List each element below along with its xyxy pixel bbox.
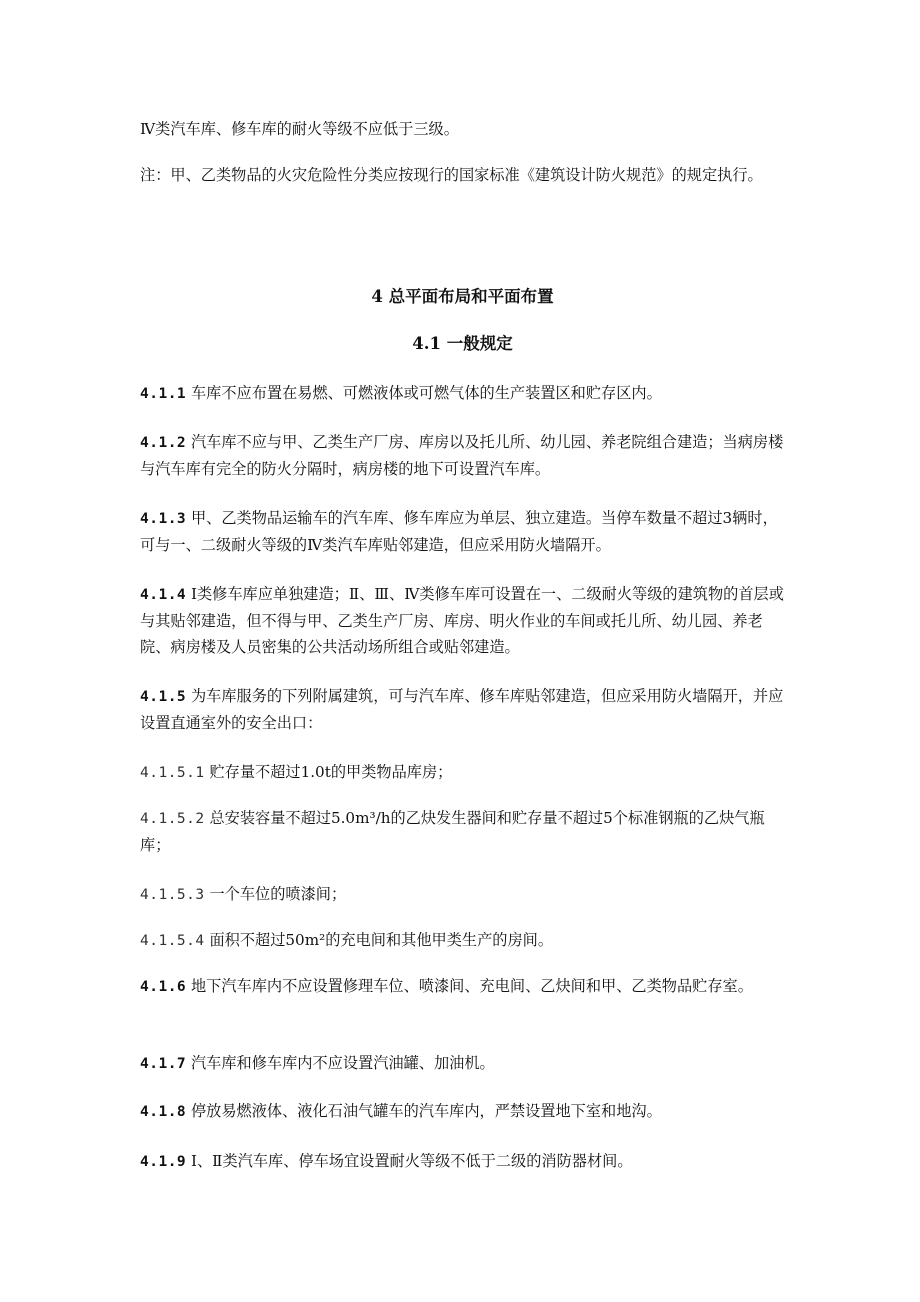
note-text: 注：甲、乙类物品的火灾危险性分类应按现行的国家标准《建筑设计防火规范》的规定执行。 [140,166,763,184]
note-paragraph [140,162,785,188]
clause-4-1-9 [140,1148,785,1175]
clause-4-1-1 [140,380,785,407]
clause-4-1-8 [140,1098,785,1125]
subclause-number: 4.1.5.4 [140,933,205,949]
chapter-title: 4 总平面布局和平面布置 [371,287,554,306]
clause-number: 4.1.3 [140,511,187,527]
subclause-number: 4.1.5.1 [140,765,205,781]
clause-text: 甲、乙类物品运输车的汽车库、修车库应为单层、独立建造。当停车数量不超过3辆时，可与一、二级耐火等级的Ⅳ类汽车库贴邻建造，但应采用防火墙隔开。 [140,509,778,554]
clause-number: 4.1.1 [140,386,187,402]
subclause-text: 面积不超过50m²的充电间和其他甲类生产的房间。 [209,931,554,949]
subclause-4-1-5-3 [140,881,785,908]
subclause-number: 4.1.5.3 [140,887,205,903]
subclause-number: 4.1.5.2 [140,811,205,827]
intro-line-text: Ⅳ类汽车库、修车库的耐火等级不应低于三级。 [140,120,459,138]
clause-number: 4.1.5 [140,689,187,705]
clause-4-1-6 [140,973,785,1000]
clause-number: 4.1.2 [140,435,187,451]
clause-text: 汽车库不应与甲、乙类生产厂房、库房以及托儿所、幼儿园、养老院组合建造；当病房楼与汽车库有完全的防火分隔时，病房楼的地下可设置汽车库。 [140,433,784,478]
clause-number: 4.1.7 [140,1056,187,1072]
subclause-4-1-5-1 [140,759,785,786]
subclause-text: 总安装容量不超过5.0m³/h的乙炔发生器间和贮存量不超过5个标准钢瓶的乙炔气瓶库； [140,809,765,854]
subclause-4-1-5-2 [140,805,785,858]
clause-number: 4.1.9 [140,1154,187,1170]
subclause-text: 贮存量不超过1.0t的甲类物品库房； [209,763,453,781]
clause-number: 4.1.8 [140,1104,187,1120]
clause-text: Ⅰ、Ⅱ类汽车库、停车场宜设置耐火等级不低于二级的消防器材间。 [190,1152,633,1170]
clause-number: 4.1.4 [140,587,187,603]
clause-text: 为车库服务的下列附属建筑，可与汽车库、修车库贴邻建造，但应采用防火墙隔开，并应设置直通室外的安全出口： [140,687,784,732]
subclause-4-1-5-4 [140,927,785,954]
clause-number: 4.1.6 [140,979,187,995]
clause-text: 停放易燃液体、液化石油气罐车的汽车库内，严禁设置地下室和地沟。 [190,1102,662,1120]
clause-text: 汽车库和修车库内不应设置汽油罐、加油机。 [190,1054,495,1072]
section-title: 4.1 一般规定 [412,334,513,353]
clause-4-1-7 [140,1050,785,1077]
clause-4-1-3 [140,505,785,558]
clause-4-1-2 [140,429,785,482]
clause-4-1-4 [140,581,785,660]
clause-text: Ⅰ类修车库应单独建造；Ⅱ、Ⅲ、Ⅳ类修车库可设置在一、二级耐火等级的建筑物的首层或与其贴邻建造，但不得与甲、乙类生产厂房、库房、明火作业的车间或托儿所、幼儿园、养老院、病房楼及人员密集的公共活动场所组合或贴邻建造。 [140,585,784,656]
clause-4-1-5 [140,683,785,736]
clause-text: 车库不应布置在易燃、可燃液体或可燃气体的生产装置区和贮存区内。 [190,384,662,402]
subclause-text: 一个车位的喷漆间； [209,885,347,903]
intro-line [140,116,785,142]
clause-text: 地下汽车库内不应设置修理车位、喷漆间、充电间、乙炔间和甲、乙类物品贮存室。 [190,977,753,995]
